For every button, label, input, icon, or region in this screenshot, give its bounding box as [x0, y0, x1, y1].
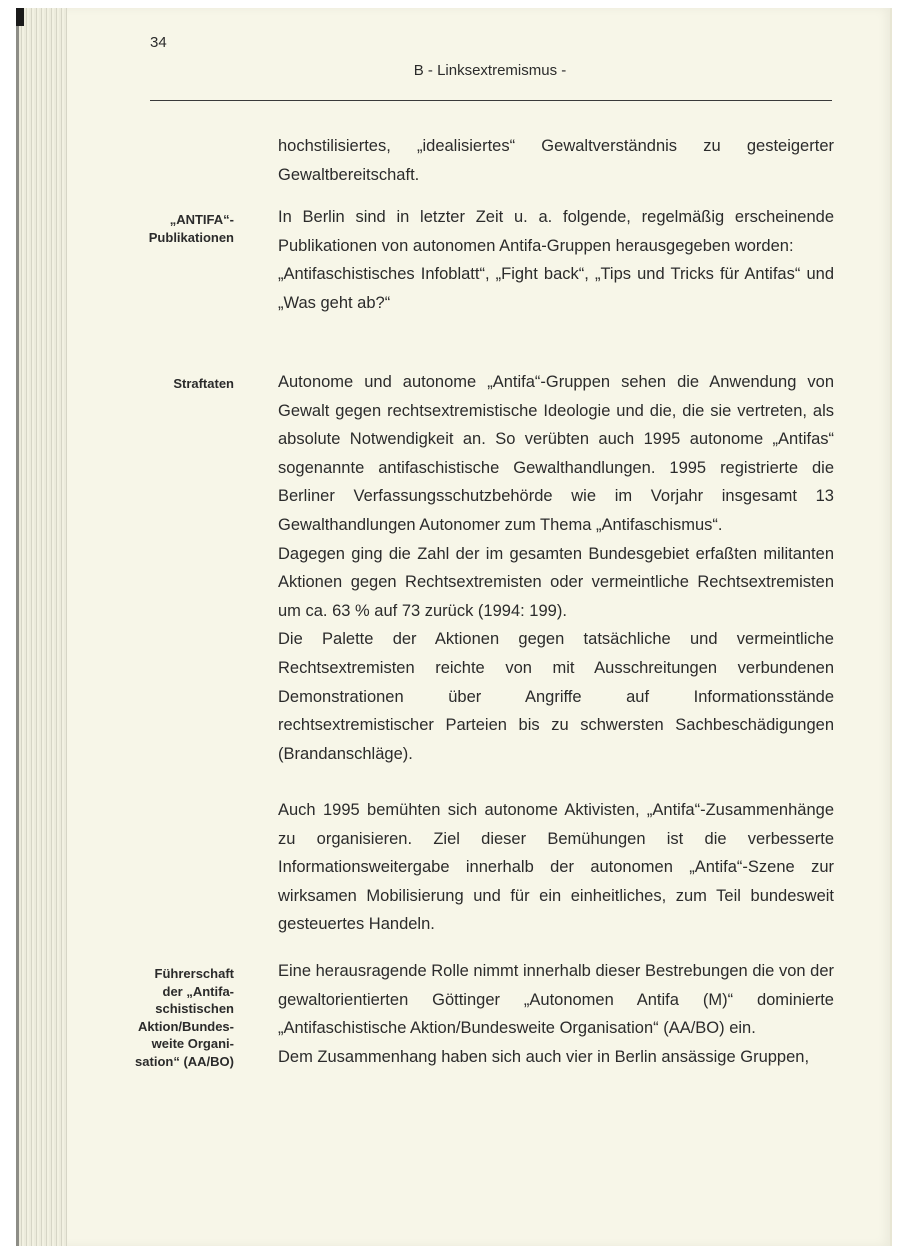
page-number: 34 — [150, 34, 167, 51]
margin-note-line: schistischen — [155, 1001, 234, 1016]
header-rule — [150, 100, 832, 101]
margin-note-line: der „Antifa- — [162, 983, 234, 999]
margin-note-line: Publikationen — [148, 229, 234, 245]
book-page-edges — [16, 8, 67, 1246]
book-corner-shadow — [16, 8, 24, 26]
running-head: B - Linksextremismus - — [413, 62, 567, 79]
paragraph: Dem Zusammenhang haben sich auch vier in Berlin ansässige Gruppen, — [278, 1047, 810, 1066]
margin-note-crimes — [100, 375, 234, 393]
paragraph: „Antifaschistisches Infoblatt“, „Fight back“, „Tips und Tricks für Antifas“ und „Was geht ab?“ — [278, 265, 834, 312]
margin-note-antifa-publications — [100, 211, 234, 246]
paragraph: In Berlin sind in letzter Zeit u. a. folgende, regelmäßig erscheinende Publikationen von autonomen Antifa-Gruppen herausgegeben worden: — [278, 208, 834, 255]
paragraph: hochstilisiertes, „idealisiertes“ Gewaltverständnis zu gesteigerter Gewaltbereitschaft. — [278, 137, 834, 184]
margin-note-line: Straftaten — [173, 376, 234, 391]
margin-note-line: Aktion/Bundes- — [137, 1018, 234, 1034]
margin-note-line: sation“ (AA/BO) — [135, 1053, 234, 1069]
margin-note-line: weite Organi- — [151, 1036, 234, 1051]
intro-continuation-paragraph — [278, 132, 834, 189]
margin-note-line: „ANTIFA“- — [169, 212, 234, 227]
paragraph: Auch 1995 bemühten sich autonome Aktivisten, „Antifa“-Zusammenhänge zu organisieren. Ziel dieser Bemühungen ist die verbesserte Informationsweitergabe innerhalb der autonomen „Antifa“-Szene zur wirksamen Mobilisierung und für ein einheitliches, zum Teil bundesweit gesteuertes Handeln. — [278, 801, 834, 934]
paragraph: Dagegen ging die Zahl der im gesamten Bundesgebiet erfaßten militanten Aktionen gegen Rechtsextremisten oder vermeintliche Rechtsextremisten um ca. 63 % auf 73 zurück (1994: 199). — [278, 544, 834, 620]
organisation-section — [278, 796, 834, 939]
paragraph: Eine herausragende Rolle nimmt innerhalb dieser Bestrebungen die von der gewaltorientierten Göttinger „Autonomen Antifa (M)“ dominierte „Antifaschistische Aktion/Bundesweite Organisation“ (AA/BO) ein. — [278, 962, 834, 1038]
margin-note-line: Führerschaft — [154, 966, 234, 981]
paragraph: Autonome und autonome „Antifa“-Gruppen sehen die Anwendung von Gewalt gegen rechtsextremistische Ideologie und die, die sie vertreten, als absolute Notwendigkeit an. So verübten auch 1995 autonome „Antifas“ sogenannte antifaschistische Gewalthandlungen. 1995 registrierte die Berliner Verfassungsschutzbehörde wie im Vorjahr insgesamt 13 Gewalthandlungen Autonomer zum Thema „Antifaschismus“. — [278, 373, 834, 534]
page-right-edge — [890, 8, 892, 1246]
publications-section — [278, 203, 834, 317]
margin-note-leadership — [100, 965, 234, 1070]
crimes-section — [278, 368, 834, 768]
paragraph: Die Palette der Aktionen gegen tatsächliche und vermeintliche Rechtsextremisten reichte von mit Ausschreitungen verbundenen Demonstrationen über Angriffe auf Informationsstände rechtsextremistischer Parteien bis zu schwersten Sachbeschädigungen (Brandanschläge). — [278, 630, 834, 763]
leadership-section — [278, 957, 834, 1071]
